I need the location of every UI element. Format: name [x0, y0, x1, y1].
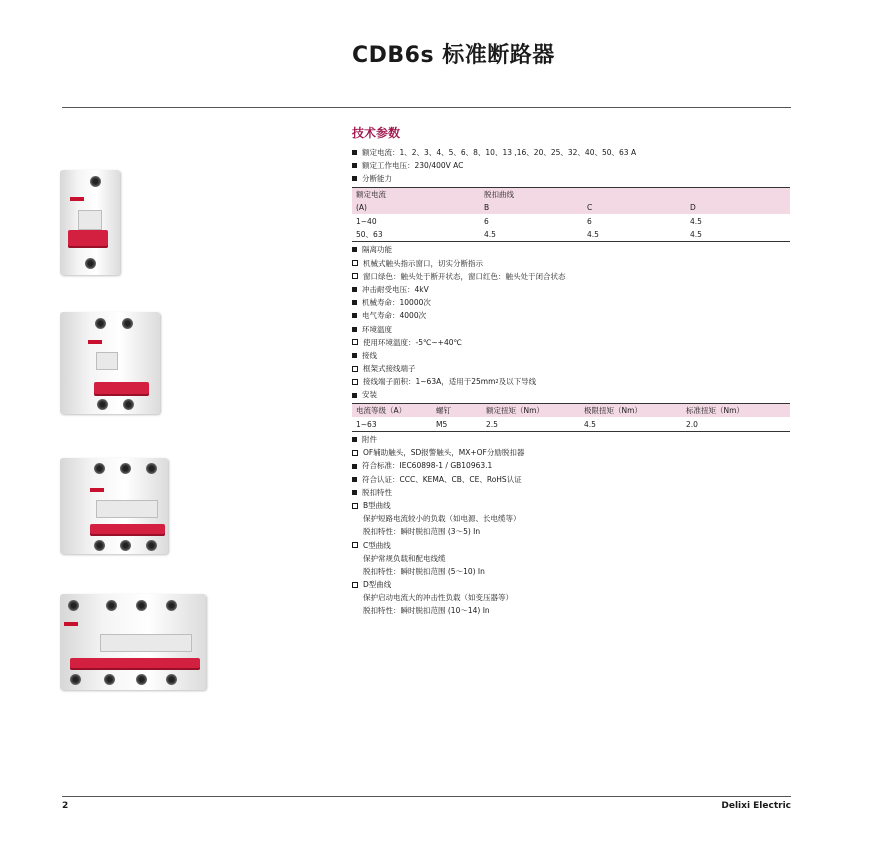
filled-square-bullet-icon: [352, 327, 357, 332]
section-title: 技术参数: [352, 126, 401, 140]
spec-line: [352, 446, 790, 459]
spec-line-text: 窗口绿色：触头处于断开状态，窗口红色：触头处于闭合状态: [363, 271, 566, 281]
spec-line-text: B型曲线: [363, 500, 391, 510]
filled-square-bullet-icon: [352, 300, 357, 305]
spec-line-text: 机械寿命：10000次: [362, 298, 431, 308]
open-square-bullet-icon: [352, 542, 358, 548]
spec-line-text: 符合标准：IEC60898-1 / GB10963.1: [362, 461, 493, 471]
spec-line: [352, 349, 790, 362]
spec-line-text: 电气寿命：4000次: [362, 311, 427, 321]
filled-square-bullet-icon: [352, 490, 357, 495]
brand-name: Delixi Electric: [721, 801, 791, 811]
spec-line-text: 接线端子面积：1~63A，适用于25mm: [363, 377, 496, 387]
filled-square-bullet-icon: [352, 176, 357, 181]
spec-line-text: 隔离功能: [362, 245, 392, 255]
open-square-bullet-icon: [352, 366, 358, 372]
spec-line-text: 额定电流：1、2、3、4、5、6、8、10、13 ,16、20、25、32、40、50、63 A: [362, 148, 637, 157]
spec-line: [352, 578, 790, 591]
filled-square-bullet-icon: [352, 437, 357, 442]
spec-line: [352, 243, 790, 256]
table1-header-cell: 额定电流: [352, 187, 480, 201]
spec-line-text: 脱扣特性：瞬时脱扣范围 (5～10) In: [363, 566, 485, 576]
spec-line: [352, 362, 790, 375]
spec-line: [352, 146, 790, 159]
spec-line-text: 脱扣特性: [362, 487, 392, 497]
spec-line-text: C型曲线: [363, 540, 391, 550]
spec-line: [352, 296, 790, 309]
table2-header-cell: 电流等级（A）: [352, 403, 432, 417]
filled-square-bullet-icon: [352, 464, 357, 469]
open-square-bullet-icon: [352, 503, 358, 509]
filled-square-bullet-icon: [352, 477, 357, 482]
open-square-bullet-icon: [352, 273, 358, 279]
breaker-4p-image: [60, 594, 206, 690]
spec-line: [352, 283, 790, 296]
breaker-3p-image: [60, 458, 168, 554]
spec-line-text: 额定工作电压：230/400V AC: [362, 161, 464, 171]
spec-line-text: 安装: [362, 390, 377, 400]
spec-line-text: 框架式接线端子: [363, 364, 416, 374]
spec-line-text: 保护短路电流较小的负载（如电源、长电缆等）: [363, 514, 521, 524]
table-row: 1~63 M5 2.5 4.5 2.0: [352, 417, 790, 431]
filled-square-bullet-icon: [352, 247, 357, 252]
filled-square-bullet-icon: [352, 163, 357, 168]
spec-line: [352, 486, 790, 499]
spec-line: [352, 512, 790, 525]
table2-header-cell: 极限扭矩（Nm）: [580, 403, 682, 417]
spec-line: [352, 336, 790, 349]
spec-line: [352, 459, 790, 472]
spec-line-text: 冲击耐受电压：4kV: [362, 284, 429, 294]
spec-line: [352, 473, 790, 486]
table2-header-cell: 额定扭矩（Nm）: [482, 403, 580, 417]
spec-line-text: 环境温度: [362, 324, 392, 334]
spec-line: [352, 552, 790, 565]
table-row: 50、63 4.5 4.5 4.5: [352, 228, 790, 242]
table1-header-cell: B: [480, 201, 583, 215]
filled-square-bullet-icon: [352, 313, 357, 318]
table1-header-cell: 脱扣曲线: [480, 187, 583, 201]
header-divider: [62, 107, 791, 108]
spec-line-text: D型曲线: [363, 580, 392, 590]
spec-content: [352, 146, 790, 618]
open-square-bullet-icon: [352, 582, 358, 588]
spec-line-text: 保护启动电流大的冲击性负载（如变压器等）: [363, 593, 513, 603]
table1-header-cell: D: [686, 201, 790, 215]
spec-line-text: 保护常规负载和配电线缆: [363, 553, 446, 563]
spec-line: [352, 539, 790, 552]
spec-line: [352, 499, 790, 512]
table-row: 1~40 6 6 4.5: [356, 216, 702, 226]
spec-line: [352, 270, 790, 283]
spec-line: [352, 433, 790, 446]
table2-header-cell: 螺钉: [432, 403, 482, 417]
filled-square-bullet-icon: [352, 353, 357, 358]
spec-line-text: 附件: [362, 435, 377, 445]
page-number: 2: [62, 801, 69, 811]
spec-line-text: 符合认证：CCC、KEMA、CB、CE、RoHS认证: [362, 474, 522, 484]
spec-line: [352, 604, 790, 617]
spec-line-text: OF辅助触头，SD报警触头，MX+OF分励脱扣器: [363, 448, 525, 458]
filled-square-bullet-icon: [352, 150, 357, 155]
spec-line-text: 脱扣特性：瞬时脱扣范围 (10～14) In: [363, 606, 490, 616]
spec-line: [352, 591, 790, 604]
footer-divider: [62, 796, 791, 797]
spec-line: [352, 565, 790, 578]
breaker-1p-image: [60, 170, 120, 275]
breaker-2p-image: [60, 312, 160, 414]
torque-table: [352, 403, 790, 432]
open-square-bullet-icon: [352, 260, 358, 266]
spec-line-text: 脱扣特性：瞬时脱扣范围 (3～5) In: [363, 527, 481, 537]
open-square-bullet-icon: [352, 450, 358, 456]
spec-line-text: 接线: [362, 350, 377, 360]
spec-line: [352, 159, 790, 172]
spec-line-text: 分断能力: [362, 174, 392, 184]
spec-line: [352, 323, 790, 336]
spec-line: [352, 172, 790, 185]
spec-line: [352, 388, 790, 401]
table1-header-cell: (A): [352, 201, 480, 215]
breaking-capacity-table: [352, 187, 790, 243]
spec-line: 接线端子面积：1~63A，适用于25mm 2 及以下导线: [352, 375, 790, 388]
spec-line-text: 及以下导线: [498, 377, 537, 387]
spec-line: [352, 525, 790, 538]
spec-line-text: 使用环境温度：-5℃~+40℃: [363, 337, 462, 347]
page-title: CDB6s 标准断路器: [352, 43, 555, 68]
open-square-bullet-icon: [352, 379, 358, 385]
table1-header-cell: C: [583, 201, 686, 215]
spec-line: [352, 309, 790, 322]
filled-square-bullet-icon: [352, 393, 357, 398]
spec-line-text: 机械式触头指示窗口，切实分断指示: [363, 258, 483, 268]
filled-square-bullet-icon: [352, 287, 357, 292]
open-square-bullet-icon: [352, 339, 358, 345]
table2-header-cell: 标准扭矩（Nm）: [682, 403, 790, 417]
spec-line: [352, 257, 790, 270]
